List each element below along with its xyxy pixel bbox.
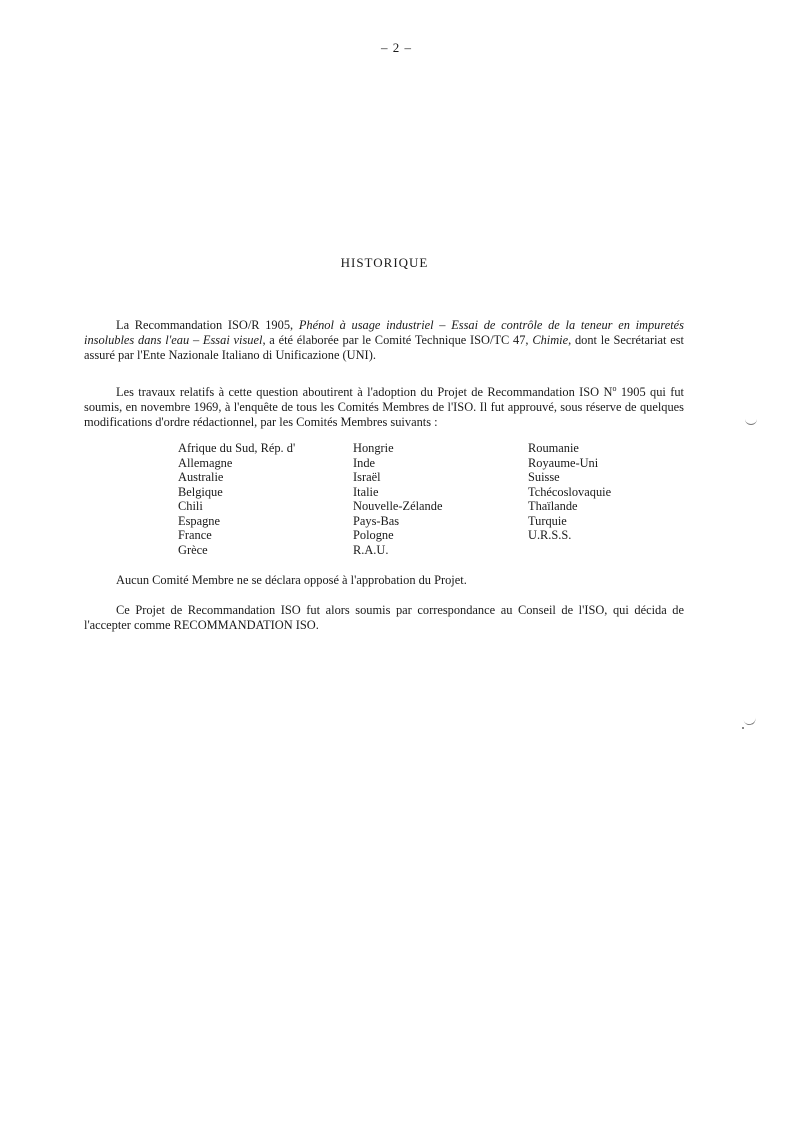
paragraph-acceptance	[84, 603, 684, 633]
member-country: Afrique du Sud, Rép. d'	[178, 441, 296, 455]
member-country: Allemagne	[178, 455, 233, 470]
paragraph-no-opposition	[84, 573, 684, 588]
p1-intro-text: La Recommandation ISO/R 1905,	[116, 318, 299, 332]
member-country: Chili	[178, 499, 203, 513]
section-title: HISTORIQUE	[340, 255, 429, 270]
paragraph-adoption	[84, 381, 684, 430]
p2-intro-text: Les travaux relatifs à cette question aboutirent à l'adoption du Projet de Recommandation ISO N	[116, 385, 613, 400]
member-country: Roumanie	[528, 441, 579, 455]
p1-committee-name: Chimie	[532, 333, 569, 347]
member-country: Tchécoslovaquie	[528, 484, 612, 499]
p1-closing-text: , dont le Secrétariat est assuré par l'Ente Nazionale Italiano di Unificazione (UNI).	[84, 333, 684, 362]
member-country: Suisse	[528, 470, 560, 484]
member-column-1	[178, 441, 368, 557]
member-country: Grèce	[178, 542, 208, 557]
page-number: – 2 –	[381, 40, 412, 55]
member-country: Hongrie	[353, 441, 394, 455]
p1-middle-text: , a été élaborée par le Comité Technique ISO/TC 47,	[262, 333, 533, 347]
p1-document-title: Phénol à usage industriel – Essai de contrôle de la teneur en impuretés insolubles dans l'eau – Essai visuel	[84, 318, 684, 347]
member-country: Turquie	[528, 513, 567, 528]
member-country: Italie	[353, 484, 379, 499]
member-country: Nouvelle-Zélande	[353, 499, 443, 513]
scan-margin-mark	[743, 717, 756, 726]
paragraph-history	[84, 318, 684, 363]
member-country: Pays-Bas	[353, 513, 400, 528]
member-country: U.R.S.S.	[528, 528, 572, 542]
member-country: France	[178, 528, 212, 542]
p2-closing-text: 1905 qui fut soumis, en novembre 1969, à l'enquête de tous les Comités Membres de l'ISO. Il fut approuvé, sous réserve de quelques modifications d'ordre rédactionnel, par les Comités Membres suivants :	[84, 385, 685, 430]
member-country: Thaïlande	[528, 499, 578, 513]
scan-margin-mark	[745, 418, 757, 425]
member-country: Belgique	[178, 484, 223, 499]
member-country: R.A.U.	[353, 542, 389, 557]
member-column-2	[353, 441, 543, 557]
member-country: Israël	[353, 470, 381, 484]
member-country: Inde	[353, 455, 376, 470]
member-column-3	[528, 441, 718, 543]
p4-text: Ce Projet de Recommandation ISO fut alors soumis par correspondance au Conseil de l'ISO, qui décida de l'accepter comme RECOMMANDATION ISO.	[84, 603, 684, 632]
scan-margin-dot	[742, 727, 744, 729]
member-country: Espagne	[178, 513, 220, 528]
p2-superscript: o	[612, 384, 617, 393]
member-country: Australie	[178, 470, 224, 484]
p3-text: Aucun Comité Membre ne se déclara opposé à l'approbation du Projet.	[116, 573, 467, 587]
member-country: Pologne	[353, 528, 394, 542]
member-country: Royaume-Uni	[528, 455, 599, 470]
